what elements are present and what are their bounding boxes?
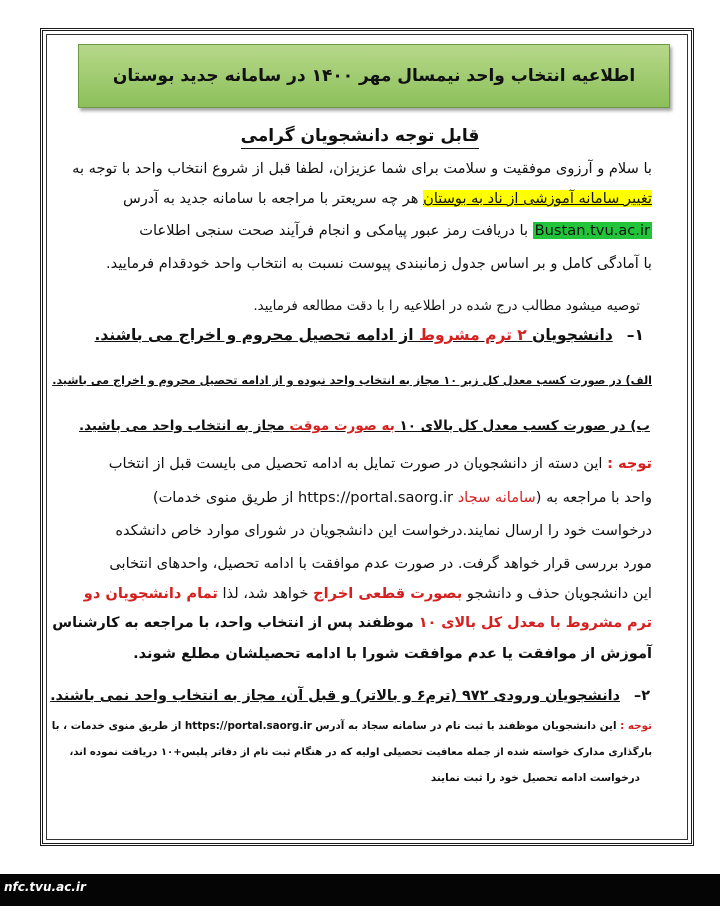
item-1-text xyxy=(95,326,613,344)
system-change-highlight: تغییر سامانه آموزشی از ناد به بوستان xyxy=(423,190,652,207)
portal-saorg-link[interactable]: https://portal.saorg.ir xyxy=(298,489,454,506)
heading-text: قابل توجه دانشجویان گرامی xyxy=(241,126,480,149)
intro-line-1 xyxy=(72,160,652,177)
alef-text: الف) در صورت کسب معدل کل زیر ۱۰ مجاز به انتخاب واحد نبوده و از ادامه تحصیل محروم و اخراج می باشید. xyxy=(52,374,652,387)
intro-text-4: با آمادگی کامل و بر اساس جدول زمانبندی پیوست نسبت به انتخاب واحد خودقدام فرمایید. xyxy=(106,255,652,272)
note-line-3 xyxy=(115,522,652,539)
item-alef xyxy=(52,374,652,387)
note-l5-red: بصورت قطعی اخراج xyxy=(313,585,463,602)
recommend-text: توصیه میشود مطالب درج شده در اطلاعیه را با دقت مطالعه فرمایید. xyxy=(253,298,640,314)
note-line-1 xyxy=(109,455,652,472)
note2-line-2 xyxy=(70,747,653,758)
note2-line-3 xyxy=(431,772,640,784)
item-1-number: ۱– xyxy=(626,326,644,344)
be-post: مجاز به انتخاب واحد می باشید. xyxy=(78,418,290,434)
note2-l1-b: از طریق منوی خدمات ، با xyxy=(51,720,185,732)
bustan-url-link[interactable]: Bustan.tvu.ac.ir xyxy=(534,222,650,239)
item-2-text: دانشجویان ورودی ۹۷۲ (ترم۶ و بالاتر) و قبل آن، مجاز به انتخاب واحد نمی باشند. xyxy=(50,688,620,704)
footer-watermark: nfc.tvu.ac.ir xyxy=(4,880,86,894)
intro-line-2 xyxy=(123,190,652,207)
note-l5-mid: خواهد شد، لذا xyxy=(217,585,314,602)
announcement-banner xyxy=(78,44,670,108)
note2-line-1 xyxy=(52,720,652,732)
note-l2-post: از طریق منوی خدمات) xyxy=(152,489,298,506)
note2-l1-a: این دانشجویان موظفند با ثبت نام در سامانه سجاد به آدرس xyxy=(315,720,621,732)
item-2-number: ۲– xyxy=(634,688,650,704)
note-text-3: درخواست خود را ارسال نمایند.درخواست این دانشجویان در شورای موارد خاص دانشکده xyxy=(115,522,652,539)
be-pre: ب) در صورت کسب معدل کل بالای ۱۰ xyxy=(394,418,650,434)
note-line-4 xyxy=(109,555,652,572)
item-be xyxy=(79,418,650,434)
note2-label: توجه : xyxy=(620,720,652,732)
be-text xyxy=(79,418,650,434)
note-line-5 xyxy=(84,585,652,602)
item-2 xyxy=(50,688,650,704)
banner-title: اطلاعیه انتخاب واحد نیمسال مهر ۱۴۰۰ در سامانه جدید بوستان xyxy=(112,66,636,86)
recommend-line xyxy=(253,298,640,314)
item-1 xyxy=(95,326,644,344)
intro-line-3 xyxy=(139,222,652,239)
note-l6-post: موظفند پس از انتخاب واحد، با مراجعه به کارشناس xyxy=(52,615,419,631)
intro-text-3: با دریافت رمز عبور پیامکی و انجام فرآیند صحت سنجی اطلاعات xyxy=(139,222,533,239)
note-l5-pre: این دانشجویان حذف و دانشجو xyxy=(462,585,652,602)
note-line-7 xyxy=(133,645,652,662)
note-l2-pre: واحد با مراجعه به ( xyxy=(535,489,652,506)
page-heading xyxy=(0,126,720,146)
note2-text-2: بارگذاری مدارک خواسته شده از جمله معافیت تحصیلی اولیه که در هنگام ثبت نام از دفاتر پلیس+۱۰ دریافت نموده اند، xyxy=(69,747,652,758)
note2-text-3: درخواست ادامه تحصیل خود را ثبت نمایند xyxy=(430,772,640,784)
note2-portal-link[interactable]: https://portal.saorg.ir xyxy=(184,720,312,732)
item-1-post: از ادامه تحصیل محروم و اخراج می باشند. xyxy=(94,326,419,344)
note-text-4: مورد بررسی قرار خواهد گرفت. در صورت عدم موافقت با ادامه تحصیل، واحدهای انتخابی xyxy=(109,555,652,572)
intro-line-4 xyxy=(106,255,652,272)
item-1-red: ۲ ترم مشروط xyxy=(418,326,527,344)
note-line-6 xyxy=(52,615,652,631)
sajad-system-label: سامانه سجاد xyxy=(457,489,536,506)
item-1-pre: دانشجویان xyxy=(526,326,613,344)
be-red: به صورت موقت xyxy=(289,418,395,434)
note-line-2 xyxy=(153,489,652,506)
intro-text-1: با سلام و آرزوی موفقیت و سلامت برای شما عزیزان، لطفا قبل از شروع انتخاب واحد با توجه به xyxy=(72,160,652,177)
note-l6-red: ترم مشروط با معدل کل بالای ۱۰ xyxy=(418,615,652,631)
note-l5-red2: تمام دانشجویان دو xyxy=(83,585,218,602)
intro-text-2: هر چه سریعتر با مراجعه با سامانه جدید به آدرس xyxy=(122,190,424,207)
note-label: توجه : xyxy=(607,455,652,472)
footer-bar xyxy=(0,874,720,906)
note-text-7: آموزش از موافقت یا عدم موافقت شورا با ادامه تحصیلشان مطلع شوند. xyxy=(133,645,652,662)
note-text-1: این دسته از دانشجویان در صورت تمایل به ادامه تحصیل می بایست قبل از انتخاب xyxy=(108,455,608,472)
